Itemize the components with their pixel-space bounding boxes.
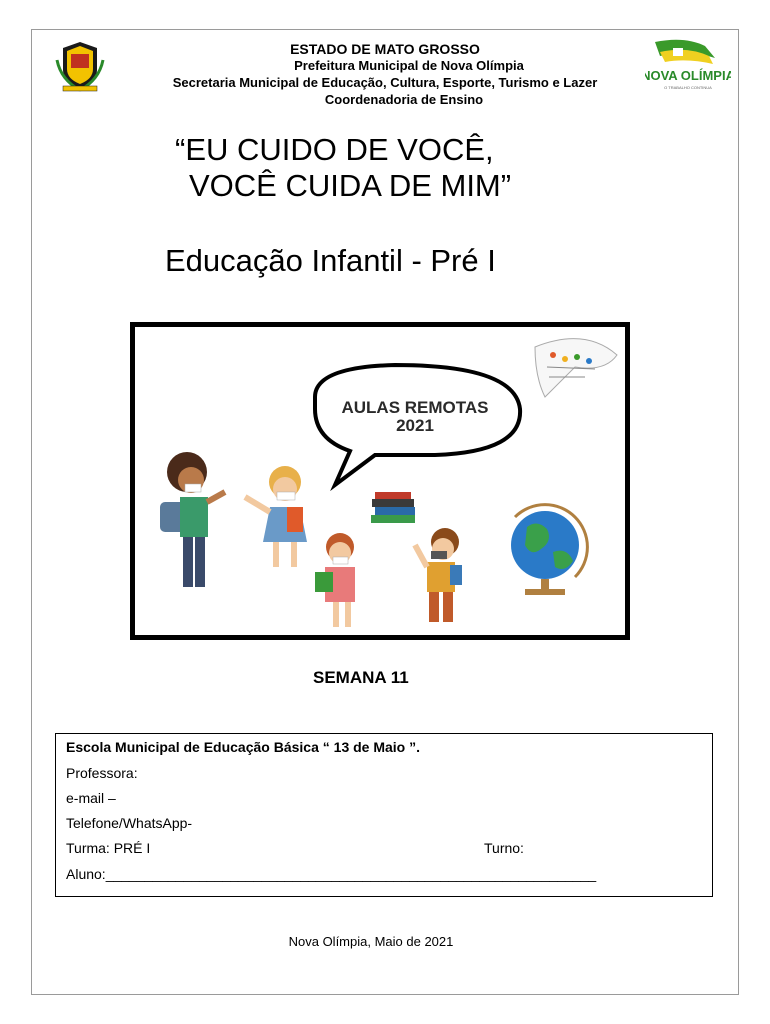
globe-icon — [511, 505, 587, 595]
header-coordination: Coordenadoria de Ensino — [324, 92, 484, 107]
remote-classes-illustration — [135, 327, 625, 635]
nova-olimpia-logo — [645, 38, 731, 92]
bubble-text-line-2: 2021 — [396, 416, 434, 435]
child-boy-with-mask — [415, 528, 462, 622]
header-secretariat: Secretaria Municipal de Educação, Cultura, Esporte, Turismo e Lazer — [172, 75, 598, 90]
class-field: Turma: PRÉ I — [66, 840, 151, 856]
student-field: Aluno:_______________________________________________________________ — [66, 866, 597, 882]
footer-place-date: Nova Olímpia, Maio de 2021 — [288, 934, 454, 949]
child-with-backpack-1 — [160, 452, 225, 587]
title-line-2: VOCÊ CUIDA DE MIM” — [189, 168, 512, 203]
bubble-text-line-1: AULAS REMOTAS — [341, 398, 489, 417]
header-state: ESTADO DE MATO GROSSO — [290, 41, 480, 57]
logo-text: NOVA OLÍMPIA — [645, 68, 731, 83]
header-prefecture: Prefeitura Municipal de Nova Olímpia — [294, 58, 524, 73]
svg-text:O TRABALHO CONTINUA: O TRABALHO CONTINUA — [664, 85, 712, 90]
books-stack-icon — [371, 492, 415, 523]
illustration-frame — [130, 322, 630, 640]
school-name: Escola Municipal de Educação Básica “ 13 de Maio ”. — [66, 739, 421, 755]
week-label: SEMANA 11 — [313, 668, 409, 687]
shift-field: Turno: — [484, 840, 524, 856]
child-with-books — [315, 533, 355, 627]
child-girl-waving — [245, 466, 307, 567]
title-line-1: “EU CUIDO DE VOCÊ, — [175, 132, 494, 167]
email-field: e-mail – — [66, 790, 116, 806]
subtitle: Educação Infantil - Pré I — [165, 243, 496, 278]
teacher-field: Professora: — [66, 765, 138, 781]
infographic-icon — [535, 339, 617, 397]
phone-field: Telefone/WhatsApp- — [66, 815, 193, 831]
